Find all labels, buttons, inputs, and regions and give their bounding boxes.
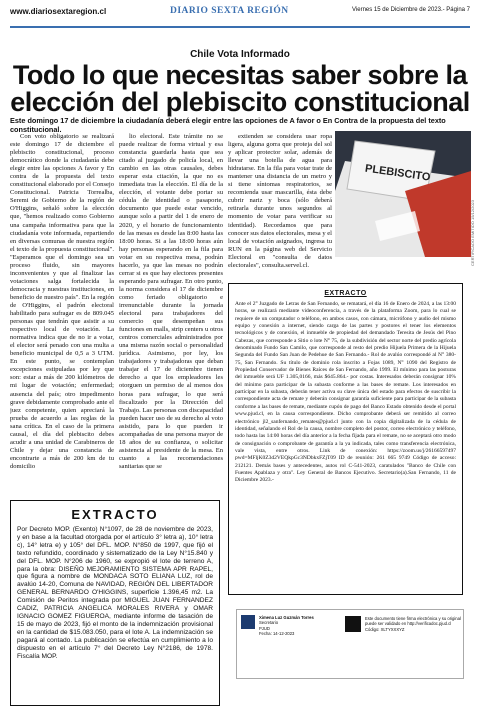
extracto-right-title: EXTRACTO	[324, 290, 367, 297]
verification-note	[365, 616, 461, 632]
signature-block	[236, 609, 464, 679]
plebiscito-photo	[335, 131, 471, 257]
extracto-right-box	[228, 283, 463, 595]
signer-info	[259, 615, 341, 636]
signature-date: Fecha: 14-12-2023	[259, 630, 295, 636]
extracto-right-body: Ante el 2° Juzgado de Letras de San Fernando, se rematará, el día 16 de Enero de 2024, a las 13:00 horas, se realizará mediante videoconferencia, a través de la plataforma Zoom, para lo cual se requiere de un computador o teléfono, en ambos casos, con cámara, micrófono y audio del mismo equipo y conexión a internet, siendo carga de las partes y postores el tener los elementos tecnológicos y de conexión, el inmueble de propiedad del demandado Teresita de Jesús del Pino Cabezas, que corresponde a Sitio o lote N° 75, de la subdivisión del sector norte del predio agrícola denominado Fundo San Camilo, que corresponde al resto del predio Hijuela Primera de la Hijuela Segunda del Fundo San Juan de Pedehue de San Fernando.- Rol de avalúo correspondé al N° 380-75, San Fernando. Su título de dominio rola inscrito a Fojas 1089, N° 1090 del Registro de Propiedad Conservador de Bienes Raíces de San Fernando, año 1999. El mínimo para las posturas del inmueble será UF 1.305,0166, más $645.864.- por costas. Interesados deberán consignar 10% del mínimo para participar de la subasta conforme a las bases de remate. Los interesados en participar en la subasta, deberán tener activa su clave única del estado para efectos de suscribir la correspondiente acta de remate y deberán consignar garantía suficiente para participar de la subasta conforme a las bases de remate, mediante cupón de pago del Banco Estado obtenido desde el portal www.pjud.cl, en la causa correspondiente. Dicho comprobante deberá ser remitido al correo electrónico jl2_sanfernando_remates@pjud.cl junto con la copia digitalizada de la cédula de identidad, señalando el Rol de la causa, nombre completo del postor, correo electrónico y teléfono, todo hasta las 14:00 horas del día anterior a la fecha fijada para el remate, no se aceptará otro modo de consignación o comprobante de garantía a la ya indicada, tales como transferencia electrónica, vale vista, entre otros. Link de conexión: https://zoom.us/j/26166597497 pwd=MFljK0Z3d2VEQkpGc3NDbkxFZjT09 ID de reunión: 261 665 9749 Código de acceso: 212121. Demás bases y antecedentes, autos rol C-541-2023, caratulados "Banco de Chile con Fuentes Apablaza y otra". Ley General de Bancos Ejecutivo. Secretario(a).San Fernando, 11 de Diciembre 2023.-	[235, 301, 456, 484]
page-header	[10, 5, 470, 27]
article-dek: Este domingo 17 de diciembre la ciudadanía deberá elegir entre las opciones de A favor o En Contra de la propuesta del texto constitucional.	[10, 116, 446, 134]
qr-code-icon[interactable]	[345, 616, 361, 632]
article-headline: Todo lo que necesitas saber sobre la elección del plebiscito constitucional	[10, 60, 470, 117]
side-code: CERTIFICADO EMITIDO 15/12/2023	[470, 200, 475, 266]
verify-text: Este documento tiene firma electrónica y su original puede ser validado en http://verificadoc.pjud.cl	[365, 616, 461, 627]
dateline: Viernes 15 de Diciembre de 2023.- Página 7	[352, 7, 470, 13]
article-column-3	[228, 133, 332, 273]
photo-label: PLEBISCITO	[364, 162, 432, 184]
signer-role: Secretario	[259, 620, 279, 626]
verify-code: Código: XLTYXXXYZ	[365, 626, 405, 632]
article-kicker: Chile Vota Informado	[190, 49, 290, 60]
column-1-text: Con voto obligatorio se realizará este domingo 17 de diciembre el plebiscito constitucional, proceso democrático donde la ciudadanía debe elegir entre las opciones A favor y En contra de la propuesta del texto constitucional elaborado por el Consejo Constitucional. Patricia Torrealba, Seremi de Gobierno de la región de O'Higgins, señaló sobre la elección que, "hemos realizado como Gobierno una campaña informativa para que la ciudadanía vote informada, repartiendo en diversas comunas de nuestra región el texto de la propuesta constitucional". "Esperamos que el domingo sea un proceso fluido, sin mayores inconvenientes y que al finalizar las votaciones salga fortalecida la democracia y nuestras instituciones, en beneficio de nuestro país". En la región de O'Higgins, el padrón electoral habilitado para sufragar es de 809.045 personas que tendrán que asistir a su respectivo local de votación. La normativa indica que de no ir a votar, el elector será penado con una multa a beneficio municipal de 0,5 a 3 UTM. En este punto, se contemplan excepciones estipuladas por ley que son: estar a más de 200 kilómetros de mi lugar de votación; enfermedad; ausencia del país; otro impedimento grave debidamente comprobado ante el juez competente, quien apreciará la prueba de acuerdo a las reglas de la sana crítica. En el caso de la primera causal, el día del plebiscito debes acudir a una unidad de Carabineros de Chile y dejar una constancia de encontrarte a más de 200 km de tu domicilio	[10, 133, 114, 470]
header-rule	[10, 26, 470, 28]
article-column-1	[10, 133, 114, 495]
column-2-text: lio electoral. Este trámite no se puede realizar de forma virtual y esa constancia guardarla hasta que sea citado al juzgado de policía local, en cambio en las otras causales, debes esperar esta citación, la que no es inmediata tras la elección. El día de la elección, el votante debe portar su cédula de identidad o pasaporte, documento que puede estar vencido, aunque solo a partir del 1 de enero de 2020, y el horario de funcionamiento de las mesas es desde las 8:00 hasta las 18:00 horas. Si a las 18:00 horas aún hay personas esperando en la fila para votar en su respectiva mesa, podrán hacerlo, ya que las mesas no podrán cerrar si es que hay electores presentes esperando para sufragar. En otro punto, la norma considera el 17 de diciembre como feriado obligatorio e irrenunciable durante la jornada electoral para trabajadores del comercio que desempeñan sus funciones en malls, strip centers u otros centros comerciales administrados por una misma razón social o personalidad jurídica. Asimismo, por ley, los trabajadores y trabajadoras que deban trabajar el 17 de diciembre tienen derecho a que los empleadores les otorguen un permiso de al menos dos horas para sufragar, lo que será fiscalizado por la Dirección del Trabajo. Las personas con discapacidad pueden hacer uso de su derecho al voto asistido, para lo que pueden ir acompañadas de una persona mayor de 18 años de su confianza, o solicitar asistencia al presidente de la mesa. En cuanto a las recomendaciones sanitarias que se	[119, 133, 223, 470]
extracto-left-body: Por Decreto MOP. (Exento) N°1097, de 28 de noviembre de 2023, y en base a la facultad otorgada por el artículo 3° letra a), 10° letra c), 14° letra e) y 105° del DFL. MOP. N°850 de 1997, que fijó el texto refundido, coordinado y sistematizado de la Ley N°15.840 y del DFL. MOP. N°206 de 1960, se expropió el lote de terreno A, para la obra: DISEÑO MEJORAMIENTO SISTEMA APR RAPEL, que figura a nombre de MONDACA SOTO ELIANA LUZ, rol de avalúo 14-20, Comuna de NAVIDAD, REGIÓN DEL LIBERTADOR GENERAL BERNARDO O'HIGGINS, superficie 1.396,45 m2. La Comisión de Peritos integrada por MIGUEL JUAN FERNANDEZ CADIZ, PATRICIA ANGELICA MORALES RIVERA y OMAR IGNACIO GOMEZ FIGUEROA, mediante informe de tasación de 15 de mayo de 2023, fijó el monto de la indemnización provisional en la cantidad de $15.083.050, para el lote A. La indemnización se pagará al contado. La publicación se efectúa en cumplimiento a lo dispuesto en el artículo 7° del Decreto Ley N°2186, de 1978. Fiscalía MOP.	[17, 526, 213, 660]
signer-name: Ximena Luz Guzmán Torres	[259, 615, 314, 620]
extracto-left-box	[10, 500, 220, 706]
ballot-box-illustration	[335, 131, 471, 257]
article-column-2	[119, 133, 223, 495]
extracto-left-title: EXTRACTO	[71, 507, 159, 522]
seal-icon	[241, 615, 255, 629]
signer-org: PJUD	[259, 625, 270, 631]
site-url[interactable]: www.diariosextaregion.cl	[10, 7, 107, 16]
masthead: DIARIO SEXTA REGIÓN	[170, 6, 289, 16]
column-3-text: extienden se considera usar ropa ligera, alguna gorra que proteja del sol y aplicar protector solar, además de llevar una botella de agua para hidratarse. En la fila para votar trate de mantener una distancia de un metro y si tiene síntomas respiratorios, se recomienda usar mascarilla, ésta debe cubrir nariz y boca (sólo deberá retirarla durante unos segundos al momento de votar para verificar su identidad). Recordamos que para conocer sus datos electorales, mesa y el local de votación asignados, ingresa tu RUN en la página web del Servicio Electoral en "consulta de datos electorales", consulta.servel.cl.	[228, 133, 332, 269]
